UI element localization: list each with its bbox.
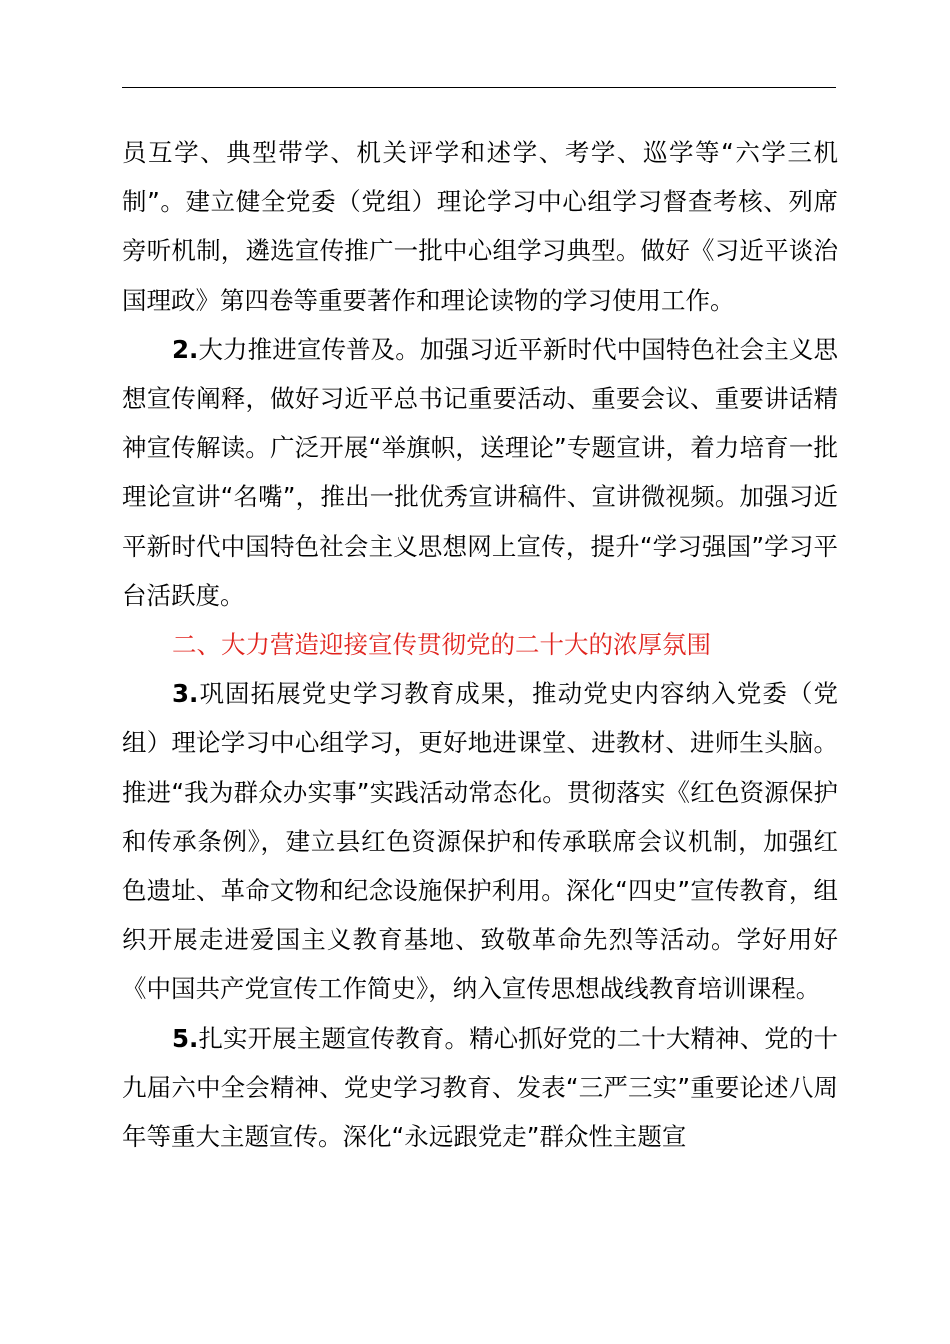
paragraph-5 [122, 1014, 838, 1162]
paragraph-3-number: 3. [172, 679, 199, 709]
paragraph-5-text: 扎实开展主题宣传教育。精心抓好党的二十大精神、党的十九届六中全会精神、党史学习教育、发表“三严三实”重要论述八周年等重大主题宣传。深化“永远跟党走”群众性主题宣 [122, 1023, 838, 1152]
paragraph-continued: 员互学、典型带学、机关评学和述学、考学、巡学等“六学三机制”。建立健全党委（党组）理论学习中心组学习督查考核、列席旁听机制，遴选宣传推广一批中心组学习典型。做好《习近平谈治国理政》第四卷等重要著作和理论读物的学习使用工作。 [122, 138, 838, 315]
paragraph-2-text: 大力推进宣传普及。加强习近平新时代中国特色社会主义思想宣传阐释，做好习近平总书记重要活动、重要会议、重要讲话精神宣传解读。广泛开展“举旗帜，送理论”专题宣讲，着力培育一批理论宣讲“名嘴”，推出一批优秀宣讲稿件、宣讲微视频。加强习近平新时代中国特色社会主义思想网上宣传，提升“学习强国”学习平台活跃度。 [122, 334, 838, 610]
header-rule [122, 87, 836, 88]
paragraph-3 [122, 669, 838, 1013]
paragraph-2 [122, 325, 838, 620]
paragraph-3-text: 巩固拓展党史学习教育成果，推动党史内容纳入党委（党组）理论学习中心组学习，更好地进课堂、进教材、进师生头脑。推进“我为群众办实事”实践活动常态化。贯彻落实《红色资源保护和传承条例》，建立县红色资源保护和传承联席会议机制，加强红色遗址、革命文物和纪念设施保护利用。深化“四史”宣传教育，组织开展走进爱国主义教育基地、致敬革命先烈等活动。学好用好《中国共产党宣传工作简史》，纳入宣传思想战线教育培训课程。 [122, 679, 838, 1004]
paragraph-2-number: 2. [172, 334, 199, 364]
section-heading: 二、大力营造迎接宣传贯彻党的二十大的浓厚氛围 [172, 630, 711, 660]
document-body [122, 128, 838, 1161]
paragraph-5-number: 5. [172, 1023, 199, 1053]
